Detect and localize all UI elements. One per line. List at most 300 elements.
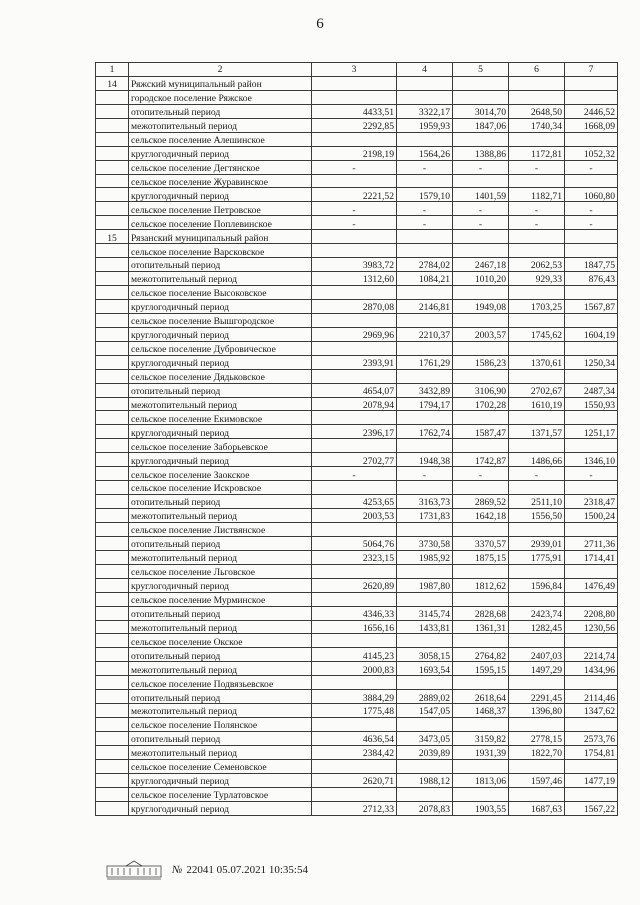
row-value: 2003,57 [453,327,509,341]
table-row [96,759,618,773]
row-value: 2210,37 [397,327,453,341]
row-number [96,634,129,648]
row-value: 2407,03 [509,648,565,662]
row-name: отопительный период [129,648,312,662]
row-value [565,90,618,104]
row-name: сельское поселение Варсковское [129,244,312,258]
row-value: - [312,216,397,230]
row-value: 1567,22 [565,801,618,815]
row-value [453,369,509,383]
row-value [312,481,397,495]
row-value: 2467,18 [453,258,509,272]
row-number [96,104,129,118]
row-value [397,244,453,258]
row-value: 2078,94 [312,397,397,411]
row-value: - [565,216,618,230]
row-value: 2146,81 [397,299,453,313]
row-value: 1762,74 [397,425,453,439]
row-value [509,411,565,425]
row-number [96,397,129,411]
row-name: отопительный период [129,606,312,620]
row-value: 1794,17 [397,397,453,411]
row-number [96,564,129,578]
row-value: 2446,52 [565,104,618,118]
row-value: - [312,160,397,174]
row-value: 1693,54 [397,662,453,676]
row-value [397,634,453,648]
row-value [565,787,618,801]
row-value: 1182,71 [509,188,565,202]
row-name: сельское поселение Полянское [129,718,312,732]
row-value: 1347,62 [565,704,618,718]
row-number: 14 [96,76,129,90]
row-name: межотопительный период [129,745,312,759]
row-value [565,132,618,146]
row-value: - [312,467,397,481]
row-value: - [509,216,565,230]
row-name: отопительный период [129,495,312,509]
row-value: 2318,47 [565,495,618,509]
row-number [96,146,129,160]
row-value [397,174,453,188]
table-row [96,787,618,801]
row-name: круглогодичный период [129,146,312,160]
table-row [96,146,618,160]
row-name: сельское поселение Турлатовское [129,787,312,801]
row-number [96,801,129,815]
table-row [96,76,618,90]
row-value [312,230,397,244]
row-value [312,564,397,578]
row-value: 1714,41 [565,550,618,564]
row-name: сельское поселение Дубровическое [129,341,312,355]
row-name: сельское поселение Дегтянское [129,160,312,174]
row-value [453,411,509,425]
row-value: 2620,89 [312,578,397,592]
row-value: 1775,48 [312,704,397,718]
row-value [312,313,397,327]
row-value: 1346,10 [565,453,618,467]
row-value: 1775,91 [509,550,565,564]
row-value: 1010,20 [453,272,509,286]
row-value: - [565,467,618,481]
row-value: 1595,15 [453,662,509,676]
row-value: 1172,81 [509,146,565,160]
row-value [509,634,565,648]
table-row [96,341,618,355]
row-value [509,676,565,690]
table-row [96,718,618,732]
row-value [509,244,565,258]
table-row [96,662,618,676]
row-number [96,704,129,718]
row-value: 1642,18 [453,509,509,523]
table-row [96,258,618,272]
row-name: межотопительный период [129,662,312,676]
row-value [453,787,509,801]
row-number [96,662,129,676]
row-value [565,174,618,188]
row-name: городское поселение Ряжское [129,90,312,104]
row-name: межотопительный период [129,509,312,523]
table-row [96,439,618,453]
row-value [565,564,618,578]
row-value: 1370,61 [509,355,565,369]
row-value: 1434,96 [565,662,618,676]
row-number [96,578,129,592]
row-number [96,244,129,258]
row-number [96,620,129,634]
row-name: отопительный период [129,383,312,397]
row-value: - [453,467,509,481]
table-row [96,634,618,648]
row-value [565,369,618,383]
row-value: 1550,93 [565,397,618,411]
row-number [96,509,129,523]
row-value [565,718,618,732]
row-value [453,676,509,690]
row-value: 1949,08 [453,299,509,313]
row-value: 2000,83 [312,662,397,676]
row-value [453,564,509,578]
row-number [96,606,129,620]
row-name: круглогодичный период [129,578,312,592]
row-value: 2869,52 [453,495,509,509]
row-value [565,481,618,495]
row-number [96,411,129,425]
row-name: сельское поселение Заокское [129,467,312,481]
row-value [397,718,453,732]
row-value: 2393,91 [312,355,397,369]
row-value: - [509,202,565,216]
row-name: межотопительный период [129,620,312,634]
row-value [397,132,453,146]
row-number [96,495,129,509]
row-value: 2039,89 [397,745,453,759]
row-value: 1587,47 [453,425,509,439]
table-row [96,230,618,244]
table-row [96,383,618,397]
row-value: 4654,07 [312,383,397,397]
row-value: 2870,08 [312,299,397,313]
row-value [509,481,565,495]
row-value: - [565,160,618,174]
row-value [312,411,397,425]
row-value [453,522,509,536]
row-value: 2939,01 [509,536,565,550]
row-value: 1931,39 [453,745,509,759]
table-row [96,327,618,341]
document-footer [106,860,308,880]
row-value [397,759,453,773]
column-header: 2 [129,63,312,77]
row-name: сельское поселение Заборьевское [129,439,312,453]
row-value [509,759,565,773]
row-number [96,718,129,732]
row-value [453,76,509,90]
row-number [96,383,129,397]
row-value: - [397,216,453,230]
table-row [96,453,618,467]
row-name: сельское поселение Искровское [129,481,312,495]
row-value: 1597,46 [509,773,565,787]
row-value: 2396,17 [312,425,397,439]
table-row [96,509,618,523]
row-value: 1813,06 [453,773,509,787]
row-value: 1230,56 [565,620,618,634]
row-name: межотопительный период [129,272,312,286]
row-value: 1579,10 [397,188,453,202]
row-number [96,676,129,690]
row-name: отопительный период [129,536,312,550]
row-value: 1702,28 [453,397,509,411]
row-value [397,90,453,104]
row-name: сельское поселение Поплевинское [129,216,312,230]
row-value [312,439,397,453]
row-value [397,230,453,244]
column-header: 5 [453,63,509,77]
row-value [397,411,453,425]
row-value [312,90,397,104]
table-row [96,397,618,411]
row-number [96,745,129,759]
table-row [96,90,618,104]
table-row [96,522,618,536]
row-value: 1948,38 [397,453,453,467]
row-value [565,592,618,606]
row-name: сельское поселение Листвянское [129,522,312,536]
row-value: 1745,62 [509,327,565,341]
row-number [96,118,129,132]
row-number [96,286,129,300]
row-value [397,787,453,801]
row-name: сельское поселение Екимовское [129,411,312,425]
table-row [96,216,618,230]
row-value [397,286,453,300]
row-value [565,411,618,425]
row-name: сельское поселение Высоковское [129,286,312,300]
row-number [96,299,129,313]
row-value: 2711,36 [565,536,618,550]
row-value: 1433,81 [397,620,453,634]
row-value: 3014,70 [453,104,509,118]
registration-sign: № [172,864,183,876]
row-value [509,439,565,453]
row-value: 1703,25 [509,299,565,313]
row-number [96,732,129,746]
row-value: 2198,19 [312,146,397,160]
row-value [453,634,509,648]
row-name: Рязанский муниципальный район [129,230,312,244]
registration-text: 22041 05.07.2021 10:35:54 [186,864,308,876]
row-value [453,174,509,188]
table-row [96,118,618,132]
row-value [565,522,618,536]
row-value: - [565,202,618,216]
row-value: 2062,53 [509,258,565,272]
row-value: 3322,17 [397,104,453,118]
row-value: 2323,15 [312,550,397,564]
row-value: 1731,83 [397,509,453,523]
row-name: сельское поселение Журавинское [129,174,312,188]
row-value [453,759,509,773]
row-value [397,439,453,453]
row-value: 1250,34 [565,355,618,369]
row-value: 1754,81 [565,745,618,759]
row-number [96,550,129,564]
row-value [397,676,453,690]
row-value [565,341,618,355]
row-value: 1668,09 [565,118,618,132]
row-number [96,258,129,272]
row-value: 2784,02 [397,258,453,272]
row-value [565,230,618,244]
row-value: 2078,83 [397,801,453,815]
row-name: отопительный период [129,104,312,118]
row-value: 3163,73 [397,495,453,509]
row-value: - [397,160,453,174]
row-value: 1903,55 [453,801,509,815]
row-value: 929,33 [509,272,565,286]
row-value: 1312,60 [312,272,397,286]
row-number [96,536,129,550]
row-value: 4253,65 [312,495,397,509]
row-value [312,592,397,606]
row-value [397,341,453,355]
row-value: 3884,29 [312,690,397,704]
row-value [312,718,397,732]
row-value [453,439,509,453]
row-number [96,592,129,606]
row-value: 1742,87 [453,453,509,467]
table-row [96,773,618,787]
row-value: 1740,34 [509,118,565,132]
row-value: 1251,17 [565,425,618,439]
row-value: 876,43 [565,272,618,286]
row-value [453,313,509,327]
row-value [312,244,397,258]
tariff-table [95,62,618,816]
row-value: 1052,32 [565,146,618,160]
row-value: 5064,76 [312,536,397,550]
row-value: 1875,15 [453,550,509,564]
column-header: 3 [312,63,397,77]
row-name: круглогодичный период [129,425,312,439]
row-value: 2214,74 [565,648,618,662]
row-number [96,90,129,104]
row-value: 2764,82 [453,648,509,662]
row-number [96,481,129,495]
row-value [453,244,509,258]
row-value: 1959,93 [397,118,453,132]
row-name: круглогодичный период [129,801,312,815]
row-number [96,313,129,327]
row-value [509,174,565,188]
row-value: 2969,96 [312,327,397,341]
table-row [96,578,618,592]
row-number [96,773,129,787]
row-value: 1596,84 [509,578,565,592]
row-value [509,787,565,801]
row-value: 1761,29 [397,355,453,369]
table-row [96,244,618,258]
table-row [96,745,618,759]
row-name: межотопительный период [129,550,312,564]
row-name: сельское поселение Вышгородское [129,313,312,327]
row-number [96,272,129,286]
row-name: сельское поселение Петровское [129,202,312,216]
row-value [453,90,509,104]
row-value: 2618,64 [453,690,509,704]
row-name: межотопительный период [129,118,312,132]
row-value: 2291,45 [509,690,565,704]
table-row [96,495,618,509]
row-value [312,369,397,383]
row-value [397,592,453,606]
row-value: 2778,15 [509,732,565,746]
row-value: - [453,216,509,230]
row-value [509,369,565,383]
row-value: - [312,202,397,216]
row-value: - [509,160,565,174]
row-value: - [397,467,453,481]
row-number [96,759,129,773]
table-row [96,369,618,383]
row-number [96,453,129,467]
row-value [509,718,565,732]
row-value [397,313,453,327]
table-row [96,160,618,174]
table-header-row [96,63,618,77]
row-value: 1985,92 [397,550,453,564]
row-value: 1988,12 [397,773,453,787]
row-value [565,286,618,300]
row-value [453,132,509,146]
row-value [565,313,618,327]
row-value [397,522,453,536]
row-value [509,564,565,578]
row-number [96,690,129,704]
table-row [96,690,618,704]
row-value: - [397,202,453,216]
row-name: круглогодичный период [129,453,312,467]
row-value: 1987,80 [397,578,453,592]
row-value [397,481,453,495]
row-value: 1486,66 [509,453,565,467]
table-row [96,411,618,425]
row-number [96,216,129,230]
row-value: 2511,10 [509,495,565,509]
row-value [509,313,565,327]
row-number: 15 [96,230,129,244]
row-number [96,132,129,146]
table-row [96,355,618,369]
row-number [96,202,129,216]
row-value [312,522,397,536]
row-value [565,244,618,258]
table-row [96,550,618,564]
row-value [565,76,618,90]
row-value [565,439,618,453]
row-value [509,230,565,244]
row-value: - [509,467,565,481]
row-value: 2702,67 [509,383,565,397]
row-value: 2487,34 [565,383,618,397]
row-value: 1388,86 [453,146,509,160]
row-value: 1564,26 [397,146,453,160]
row-value: 1687,63 [509,801,565,815]
row-value [312,634,397,648]
